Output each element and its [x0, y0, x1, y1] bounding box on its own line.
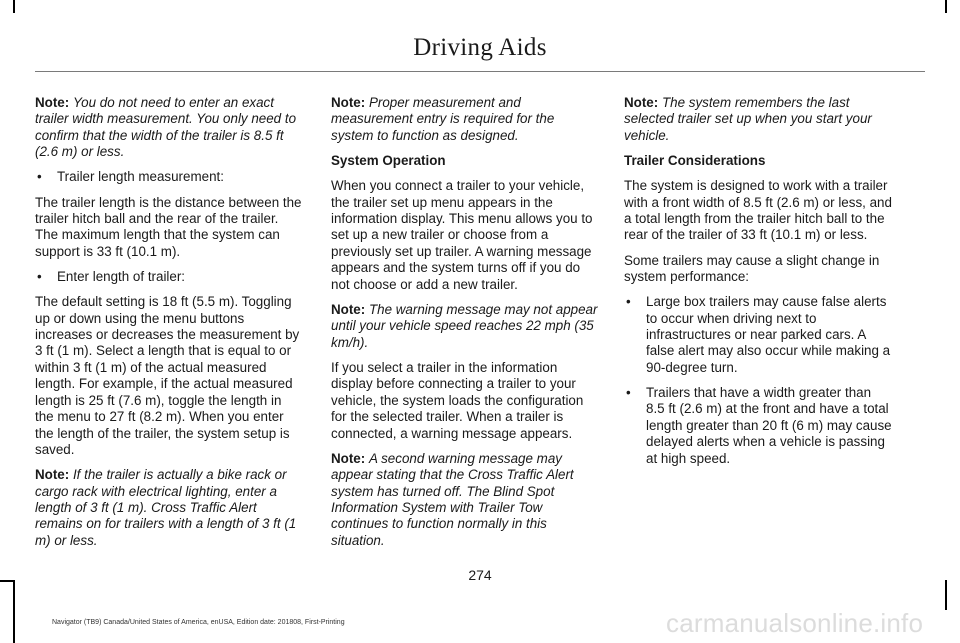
- note-text: If the trailer is actually a bike rack or cargo rack with electrical lighting, enter a length of 3 ft (1 m). Cross Traffic Alert remains on for trailers with a length of 3 ft (1 m) or less.: [35, 467, 297, 548]
- bullet-icon: •: [37, 169, 42, 185]
- column-1: [35, 95, 303, 558]
- bullet-icon: •: [626, 385, 631, 401]
- paragraph: The system is designed to work with a trailer with a front width of 8.5 ft (2.6 m) or less, and a total length from the trailer hitch ball to the rear of the trailer of 33 ft (10.1 m) or less.: [624, 178, 892, 243]
- paragraph: When you connect a trailer to your vehicle, the trailer set up menu appears in the information display. This menu allows you to set up a new trailer or choose from a previously set up trailer. A warning message appears and the system turns off if you do not choose or add a new trailer.: [331, 178, 593, 292]
- paragraph: The trailer length is the distance between the trailer hitch ball and the rear of the trailer. The maximum length that the system can support is 33 ft (10.1 m).: [35, 194, 302, 259]
- watermark: carmanualsonline.info: [666, 608, 924, 638]
- note-text: The warning message may not appear until your vehicle speed reaches 22 mph (35 km/h).: [331, 301, 598, 350]
- paragraph: The default setting is 18 ft (5.5 m). Toggling up or down using the menu buttons increases or decreases the measurement by 3 ft (1 m). Select a length that is equal to or within 3 ft (1 m) of the actual measured length. For example, if the actual measured length is 25 ft (7.6 m), toggle the length in the menu to 27 ft (8.2 m). When you enter the length of the trailer, the system setup is saved.: [35, 294, 300, 457]
- crop-mark: [945, 580, 947, 610]
- crop-mark: [945, 0, 947, 13]
- header-divider: [35, 71, 925, 72]
- note: [35, 95, 303, 161]
- bullet-icon: •: [37, 269, 42, 285]
- page-number: 274: [468, 567, 492, 583]
- page-title: Driving Aids: [413, 34, 547, 61]
- bullet-item: [624, 385, 892, 467]
- note: [331, 451, 599, 549]
- column-2: [331, 95, 599, 558]
- note-text: A second warning message may appear stating that the Cross Traffic Alert system has turned off. The Blind Spot Information System with Trailer Tow continues to function normally in this situation.: [331, 450, 574, 548]
- section-heading: Trailer Considerations: [624, 153, 766, 169]
- crop-mark: [13, 580, 15, 643]
- column-3: [624, 95, 892, 476]
- bullet-item: [35, 169, 303, 185]
- note: [624, 95, 892, 144]
- paragraph: Some trailers may cause a slight change in system performance:: [624, 252, 880, 285]
- bullet-item: [624, 294, 892, 376]
- section-heading: System Operation: [331, 153, 446, 169]
- bullet-text: Enter length of trailer:: [57, 269, 186, 285]
- paragraph: If you select a trailer in the information display before connecting a trailer to your vehicle, the system loads the configuration for the selected trailer. When a trailer is connected, a warning message appears.: [331, 359, 584, 441]
- note-label: Note:: [35, 467, 70, 483]
- note: [35, 467, 303, 549]
- note-label: Note:: [35, 95, 70, 110]
- note-label: Note:: [624, 95, 659, 110]
- note-label: Note:: [331, 301, 366, 317]
- note-text: Proper measurement and measurement entry is required for the system to function as designed.: [331, 95, 555, 143]
- bullet-text: Large box trailers may cause false alerts to occur when driving next to infrastructures or near parked cars. A false alert may also occur while making a 90-degree turn.: [646, 294, 891, 375]
- footer-text: Navigator (TB9) Canada/United States of America, enUSA, Edition date: 201808, First-Printing: [52, 619, 345, 626]
- bullet-text: Trailer length measurement:: [57, 169, 224, 185]
- note-text: The system remembers the last selected trailer set up when you start your vehicle.: [624, 95, 872, 143]
- crop-mark: [13, 0, 15, 13]
- note-label: Note:: [331, 450, 366, 466]
- bullet-icon: •: [626, 294, 631, 310]
- note: [331, 95, 599, 144]
- note-text: You do not need to enter an exact trailer width measurement. You only need to confirm that the width of the trailer is 8.5 ft (2.6 m) or less.: [35, 95, 297, 160]
- note: [331, 302, 599, 351]
- bullet-text: Trailers that have a width greater than 8.5 ft (2.6 m) at the front and have a total length greater than 20 ft (6 m) may cause delayed alerts when a vehicle is passing at high speed.: [646, 385, 892, 466]
- note-label: Note:: [331, 95, 366, 110]
- bullet-item: [35, 269, 303, 285]
